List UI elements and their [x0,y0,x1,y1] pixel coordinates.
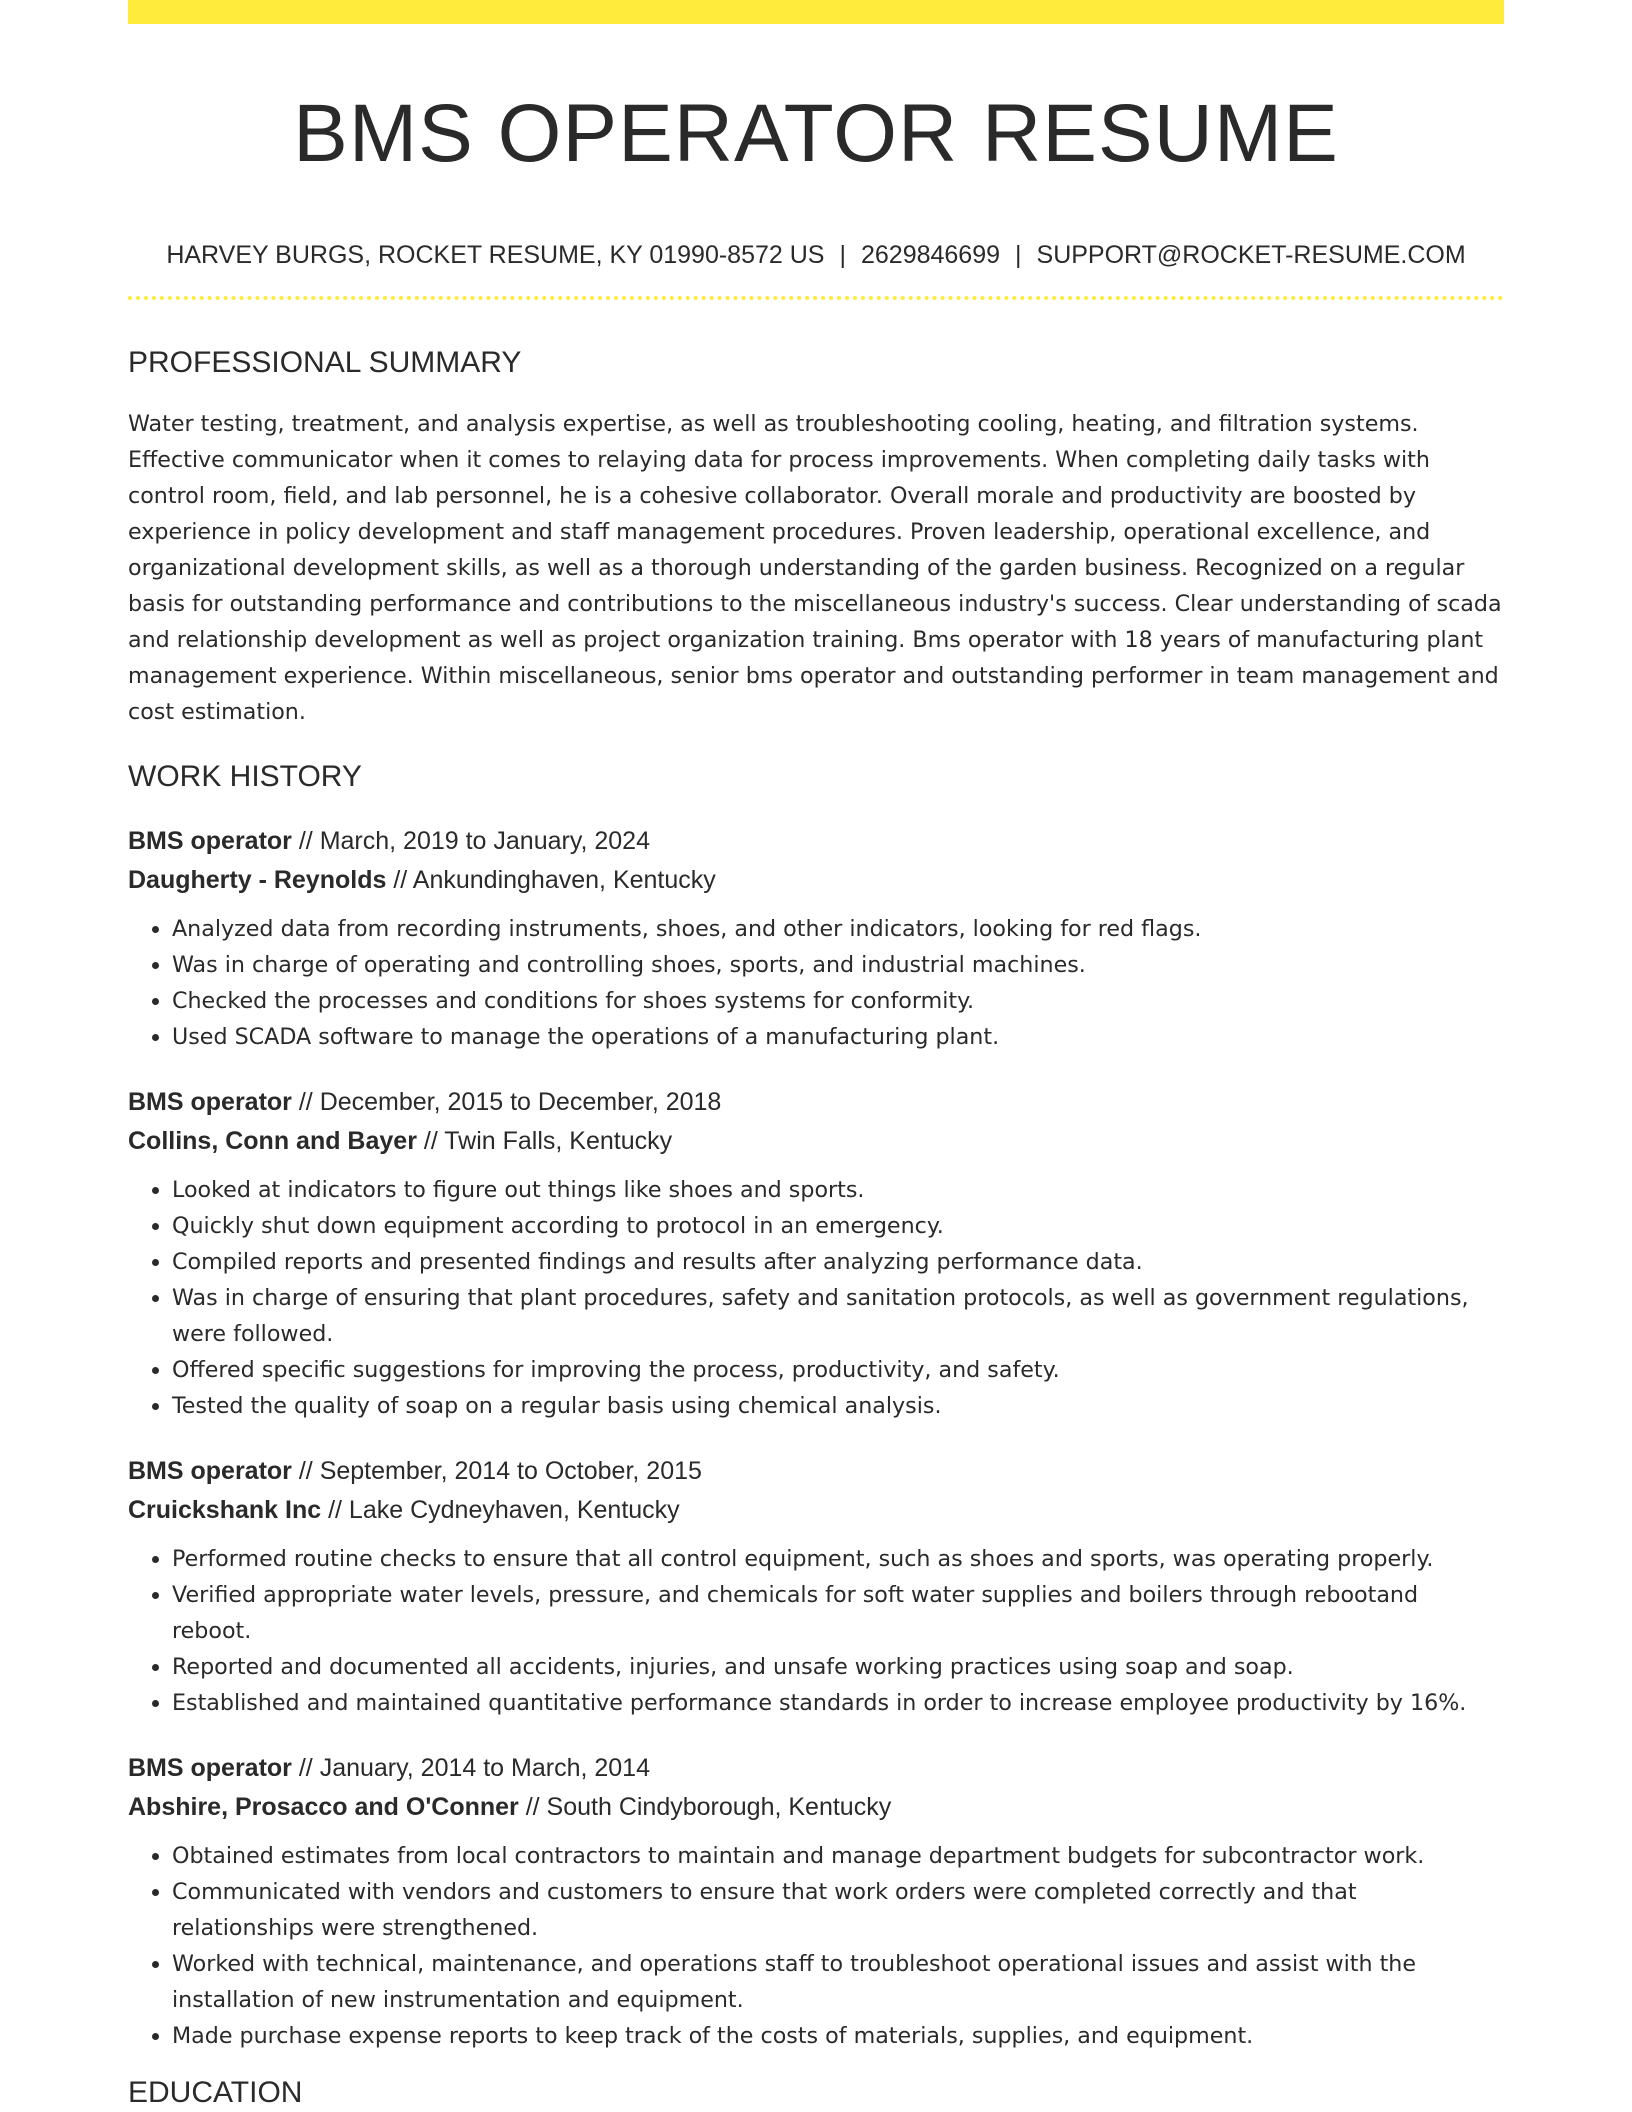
job-location: // Lake Cydneyhaven, Kentucky [321,1496,680,1524]
duty-item: • Quickly shut down equipment according to protocol in an emergency. [172,1208,1504,1244]
contact-address: HARVEY BURGS, ROCKET RESUME, KY 01990-8572 US [166,241,825,269]
duty-item: • Looked at indicators to figure out things like shoes and sports. [172,1172,1504,1208]
job-company-line [128,1491,1504,1530]
job-company-line [128,861,1504,900]
duty-item: • Tested the quality of soap on a regular basis using chemical analysis. [172,1388,1504,1424]
job-title-line [128,822,1504,861]
job-entry [128,1452,1504,1721]
job-company-line [128,1788,1504,1827]
contact-line [128,238,1504,272]
duty-item: • Communicated with vendors and customers to ensure that work orders were completed correctly and that relationships were strengthened. [172,1874,1504,1946]
job-dates: // December, 2015 to December, 2018 [291,1088,722,1116]
duty-item: • Was in charge of operating and controlling shoes, sports, and industrial machines. [172,947,1504,983]
job-role: BMS operator [128,827,292,855]
job-duties [128,1838,1504,2054]
duty-item: • Checked the processes and conditions for shoes systems for conformity. [172,983,1504,1019]
job-location: // South Cindyborough, Kentucky [518,1793,892,1821]
education-heading: EDUCATION [128,2076,303,2109]
duty-item: • Made purchase expense reports to keep track of the costs of materials, supplies, and equipment. [172,2018,1504,2054]
job-role: BMS operator [128,1754,292,1782]
summary-heading: PROFESSIONAL SUMMARY [128,346,522,379]
job-dates: // March, 2019 to January, 2024 [291,827,650,855]
duty-item: • Worked with technical, maintenance, and operations staff to troubleshoot operational issues and assist with the installation of new instrumentation and equipment. [172,1946,1504,2018]
contact-separator: | [839,241,846,269]
dotted-divider [128,296,1504,300]
job-company: Daugherty - Reynolds [128,866,387,894]
job-entry [128,1749,1504,2054]
job-entry [128,1083,1504,1424]
job-company: Collins, Conn and Bayer [128,1127,417,1155]
job-role: BMS operator [128,1088,292,1116]
duty-item: • Reported and documented all accidents, injuries, and unsafe working practices using soap and soap. [172,1649,1504,1685]
job-dates: // January, 2014 to March, 2014 [291,1754,650,1782]
job-entry [128,822,1504,1055]
job-company-line [128,1122,1504,1161]
work-history-heading: WORK HISTORY [128,760,362,793]
resume-page [128,0,1504,2112]
job-company: Cruickshank Inc [128,1496,322,1524]
duty-item: • Compiled reports and presented findings and results after analyzing performance data. [172,1244,1504,1280]
job-company: Abshire, Prosacco and O'Conner [128,1793,519,1821]
summary-text: Water testing, treatment, and analysis expertise, as well as troubleshooting cooling, heating, and filtration systems. Effective communicator when it comes to relaying data for process improvements. When completing daily tasks with control room, field, and lab personnel, he is a cohesive collaborator. Overall morale and productivity are boosted by experience in policy development and staff management procedures. Proven leadership, operational excellence, and organizational development skills, as well as a thorough understanding of the garden business. Recognized on a regular basis for outstanding performance and contributions to the miscellaneous industry's success. Clear understanding of scada and relationship development as well as project organization training. Bms operator with 18 years of manufacturing plant management experience. Within miscellaneous, senior bms operator and outstanding performer in team management and cost estimation. [128,411,1502,725]
duty-item: • Was in charge of ensuring that plant procedures, safety and sanitation protocols, as well as government regulations, were followed. [172,1280,1504,1352]
duty-item: • Used SCADA software to manage the operations of a manufacturing plant. [172,1019,1504,1055]
job-location: // Twin Falls, Kentucky [416,1127,673,1155]
contact-phone: 2629846699 [860,241,1001,269]
duty-item: • Established and maintained quantitative performance standards in order to increase employee productivity by 16%. [172,1685,1504,1721]
contact-separator: | [1015,241,1022,269]
contact-email: SUPPORT@ROCKET-RESUME.COM [1036,241,1466,269]
job-title-line [128,1749,1504,1788]
job-location: // Ankundinghaven, Kentucky [386,866,716,894]
resume-title: BMS OPERATOR RESUME [293,88,1339,179]
job-duties [128,911,1504,1055]
duty-item: • Performed routine checks to ensure that all control equipment, such as shoes and sports, was operating properly. [172,1541,1504,1577]
job-title-line [128,1083,1504,1122]
job-duties [128,1172,1504,1424]
accent-bar [128,0,1504,24]
duty-item: • Obtained estimates from local contractors to maintain and manage department budgets for subcontractor work. [172,1838,1504,1874]
duty-item: • Verified appropriate water levels, pressure, and chemicals for soft water supplies and boilers through rebootand reboot. [172,1577,1504,1649]
job-dates: // September, 2014 to October, 2015 [291,1457,702,1485]
job-title-line [128,1452,1504,1491]
duty-item: • Offered specific suggestions for improving the process, productivity, and safety. [172,1352,1504,1388]
job-duties [128,1541,1504,1721]
job-role: BMS operator [128,1457,292,1485]
duty-item: • Analyzed data from recording instruments, shoes, and other indicators, looking for red flags. [172,911,1504,947]
